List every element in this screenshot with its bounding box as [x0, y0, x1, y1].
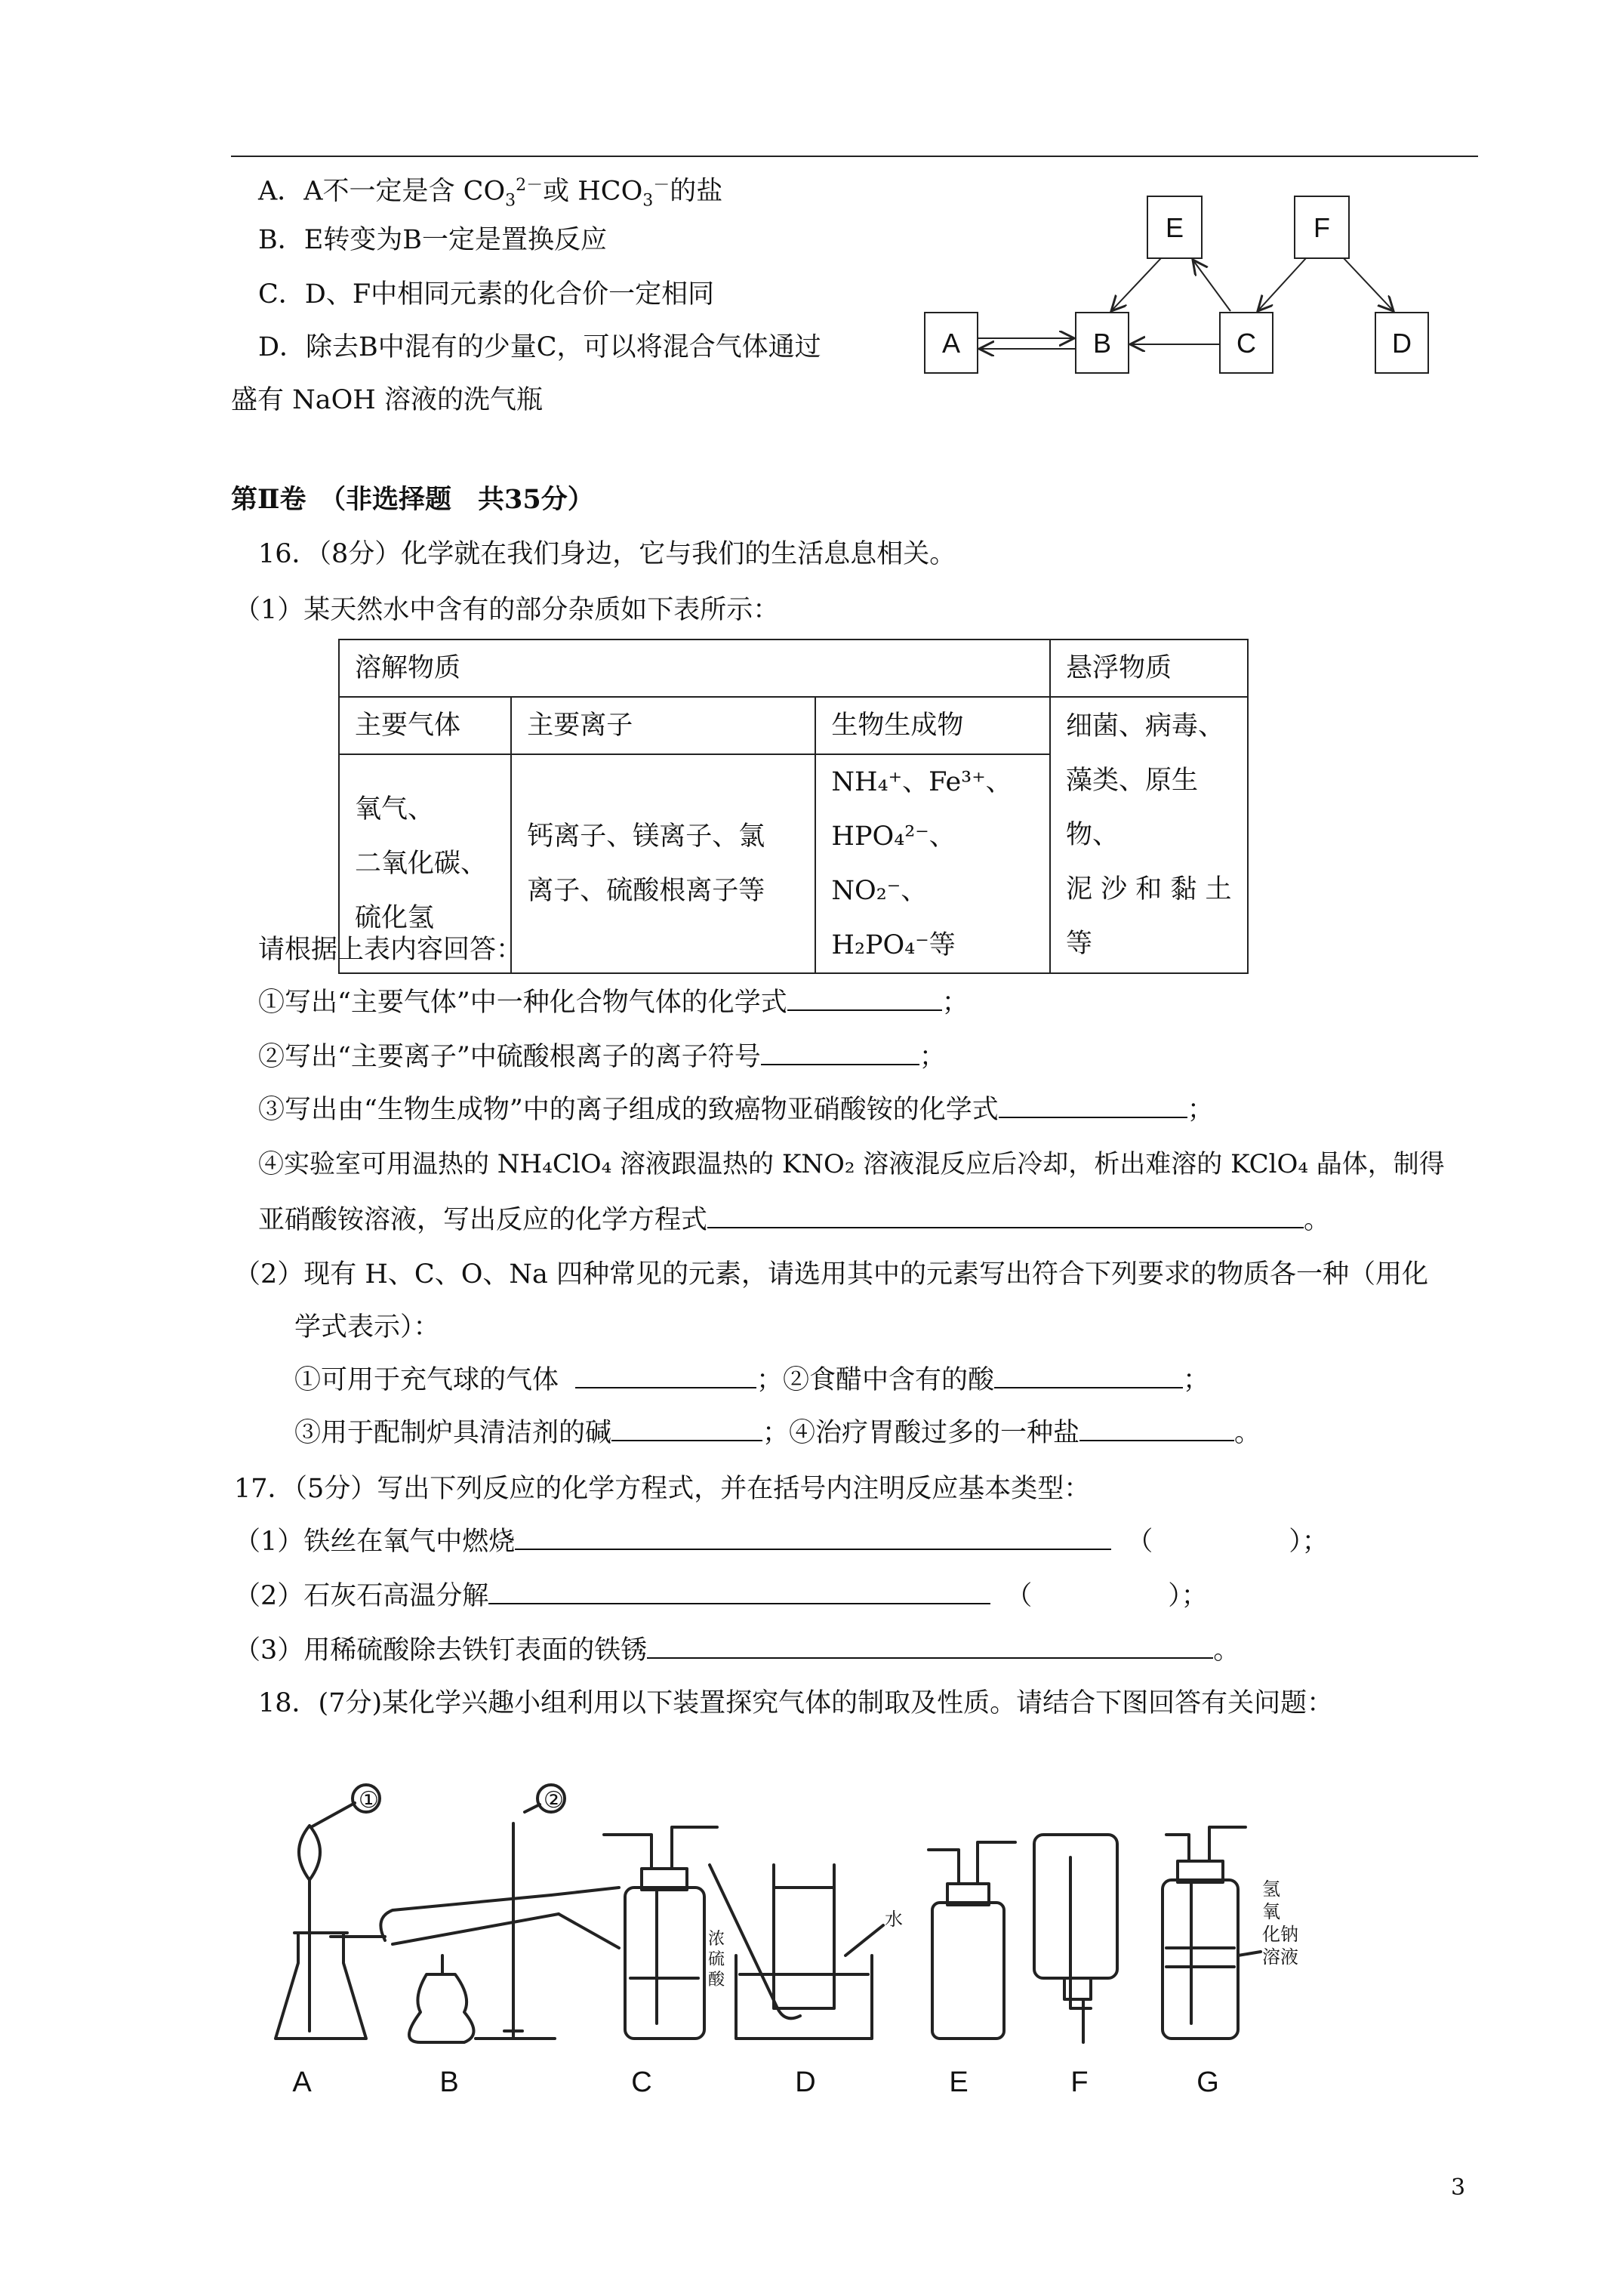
naoh-label-3: 化钠 — [1262, 1924, 1298, 1945]
apparatus-c — [604, 1827, 717, 2039]
option-a: A．A不一定是含 $CO_3^{2-}$或 $HCO_3^-$的盐 — [258, 176, 723, 211]
ion-line: 钙离子、镁离子、氯 — [527, 821, 765, 852]
conc-acid-label-1: 浓 — [708, 1930, 725, 1949]
marker-1: ① — [359, 1787, 379, 1814]
header-dissolved: 溶解物质 — [339, 639, 1050, 697]
header-suspended: 悬浮物质 — [1050, 639, 1248, 697]
naoh-label-2: 氧 — [1262, 1901, 1280, 1922]
arrow-f-to-c — [1258, 258, 1306, 311]
answer-blank[interactable] — [647, 1635, 1213, 1659]
answer-blank[interactable] — [575, 1364, 756, 1388]
conc-acid-label-3: 酸 — [708, 1971, 725, 1989]
option-b: B．E转变为B一定是置换反应 — [258, 225, 607, 255]
option-d-continued: 盛有 NaOH 溶液的洗气瓶 — [231, 385, 543, 415]
apparatus-g — [1163, 1827, 1261, 2039]
q17-stem: 17．（5分）写出下列反应的化学方程式，并在括号内注明反应基本类型： — [234, 1474, 1091, 1504]
naoh-label-1: 氢 — [1262, 1878, 1280, 1900]
apparatus-e — [929, 1842, 1015, 2039]
impurity-table — [338, 639, 1249, 974]
box-a-label: A — [941, 328, 961, 359]
naoh-label-4: 溶液 — [1262, 1946, 1298, 1968]
q16-part2-row1: ①可用于充气球的气体 ；②食醋中含有的酸 ； — [294, 1365, 1210, 1395]
option-d: D．除去B中混有的少量C，可以将混合气体通过 — [258, 332, 821, 362]
answer-blank[interactable] — [787, 987, 942, 1011]
answer-blank[interactable] — [994, 1364, 1183, 1388]
arrow-e-to-b — [1111, 258, 1161, 311]
q16-part1-intro: （1）某天然水中含有的部分杂质如下表所示： — [234, 595, 780, 625]
apparatus-d — [710, 1865, 883, 2039]
q16-sub1: ①写出“主要气体”中一种化合物气体的化学式 ； — [258, 988, 969, 1018]
header-gas: 主要气体 — [339, 697, 511, 754]
option-c: C．D、F中相同元素的化合价一定相同 — [258, 279, 715, 310]
label-g: G — [1196, 2066, 1219, 2098]
apparatus-f — [1034, 1835, 1117, 2042]
header-bio: 生物生成物 — [815, 697, 1050, 754]
q16-part2-line1: （2）现有 H、C、O、Na 四种常见的元素，请选用其中的元素写出符合下列要求的物质各一种（用化 — [234, 1259, 1429, 1290]
answer-blank[interactable] — [761, 1041, 919, 1065]
gas-line: 硫化氢 — [355, 903, 435, 933]
header-rule — [231, 156, 1478, 157]
box-c-label: C — [1236, 328, 1256, 359]
q16-sub3: ③写出由“生物生成物”中的离子组成的致癌物亚硝酸铵的化学式 ； — [258, 1095, 1214, 1125]
susp-line: 等 — [1066, 929, 1093, 959]
answer-blank[interactable] — [707, 1204, 1304, 1228]
flow-diagram — [921, 189, 1464, 385]
susp-line: 细菌、病毒、 — [1066, 711, 1225, 741]
label-f: F — [1070, 2066, 1089, 2098]
box-f-label: F — [1313, 212, 1330, 243]
q17-item1: （1）铁丝在氧气中燃烧 （ ）； — [234, 1527, 1329, 1557]
q17-item2: （2）石灰石高温分解 （ ）； — [234, 1581, 1208, 1611]
q16-stem: 16．（8分）化学就在我们身边，它与我们的生活息息相关。 — [258, 539, 956, 569]
apparatus-figure — [264, 1782, 1306, 2099]
bio-line-1: NH₄⁺、Fe³⁺、 — [831, 767, 1012, 797]
ion-line: 离子、硫酸根离子等 — [527, 876, 765, 906]
arrow-c-to-e — [1193, 260, 1230, 311]
marker-2: ② — [544, 1787, 564, 1814]
label-d: D — [795, 2066, 816, 2098]
page-number: 3 — [1451, 2174, 1466, 2201]
box-b-label: B — [1092, 328, 1112, 359]
conc-acid-label-2: 硫 — [708, 1950, 725, 1969]
label-c: C — [631, 2066, 652, 2098]
gas-line: 氧气、 — [355, 794, 435, 824]
bio-line-3: H₂PO₄⁻等 — [831, 930, 956, 960]
answer-blank[interactable] — [999, 1094, 1187, 1118]
box-d-label: D — [1392, 328, 1412, 359]
cell-bio — [815, 754, 1050, 973]
q16-sub4-line1: ④实验室可用温热的 NH₄ClO₄ 溶液跟温热的 KNO₂ 溶液混反应后冷却，析出难溶的 KClO₄ 晶体，制得 — [258, 1149, 1445, 1179]
gas-line: 二氧化碳、 — [355, 849, 488, 879]
q16-part2-row2: ③用于配制炉具清洁剂的碱 ；④治疗胃酸过多的一种盐 。 — [294, 1418, 1261, 1448]
q17-item3: （3）用稀硫酸除去铁钉表面的铁锈 。 — [234, 1635, 1240, 1666]
apparatus-b — [380, 1785, 619, 2042]
label-e: E — [949, 2066, 969, 2098]
label-a: A — [292, 2066, 312, 2098]
answer-blank[interactable] — [488, 1580, 990, 1604]
q18-stem: 18．(7分)某化学兴趣小组利用以下装置探究气体的制取及性质。请结合下图回答有关问题： — [258, 1688, 1334, 1718]
susp-line: 藻类、原生物、 — [1066, 766, 1199, 850]
water-label: 水 — [885, 1909, 903, 1930]
label-b: B — [439, 2066, 459, 2098]
cell-ions — [511, 754, 815, 973]
section-title: 第Ⅱ卷 （非选择题 共35分） — [231, 484, 594, 515]
q16-sub4-line2: 亚硝酸铵溶液，写出反应的化学方程式 。 — [258, 1205, 1331, 1235]
box-e-label: E — [1165, 212, 1184, 243]
bio-line-2: HPO₄²⁻、NO₂⁻、 — [831, 821, 956, 906]
answer-blank[interactable] — [515, 1526, 1111, 1550]
answer-blank[interactable] — [611, 1417, 762, 1441]
cell-suspended — [1050, 697, 1248, 973]
answer-blank[interactable] — [1079, 1417, 1234, 1441]
header-ion: 主要离子 — [511, 697, 815, 754]
arrow-f-to-d — [1344, 258, 1394, 311]
answer-prompt: 请根据上表内容回答： — [258, 935, 523, 965]
q16-sub2: ②写出“主要离子”中硫酸根离子的离子符号 ； — [258, 1042, 946, 1072]
susp-line: 泥 沙 和 黏 土 — [1066, 874, 1232, 905]
q16-part2-line2: 学式表示）： — [294, 1312, 440, 1342]
apparatus-a — [276, 1785, 385, 2039]
